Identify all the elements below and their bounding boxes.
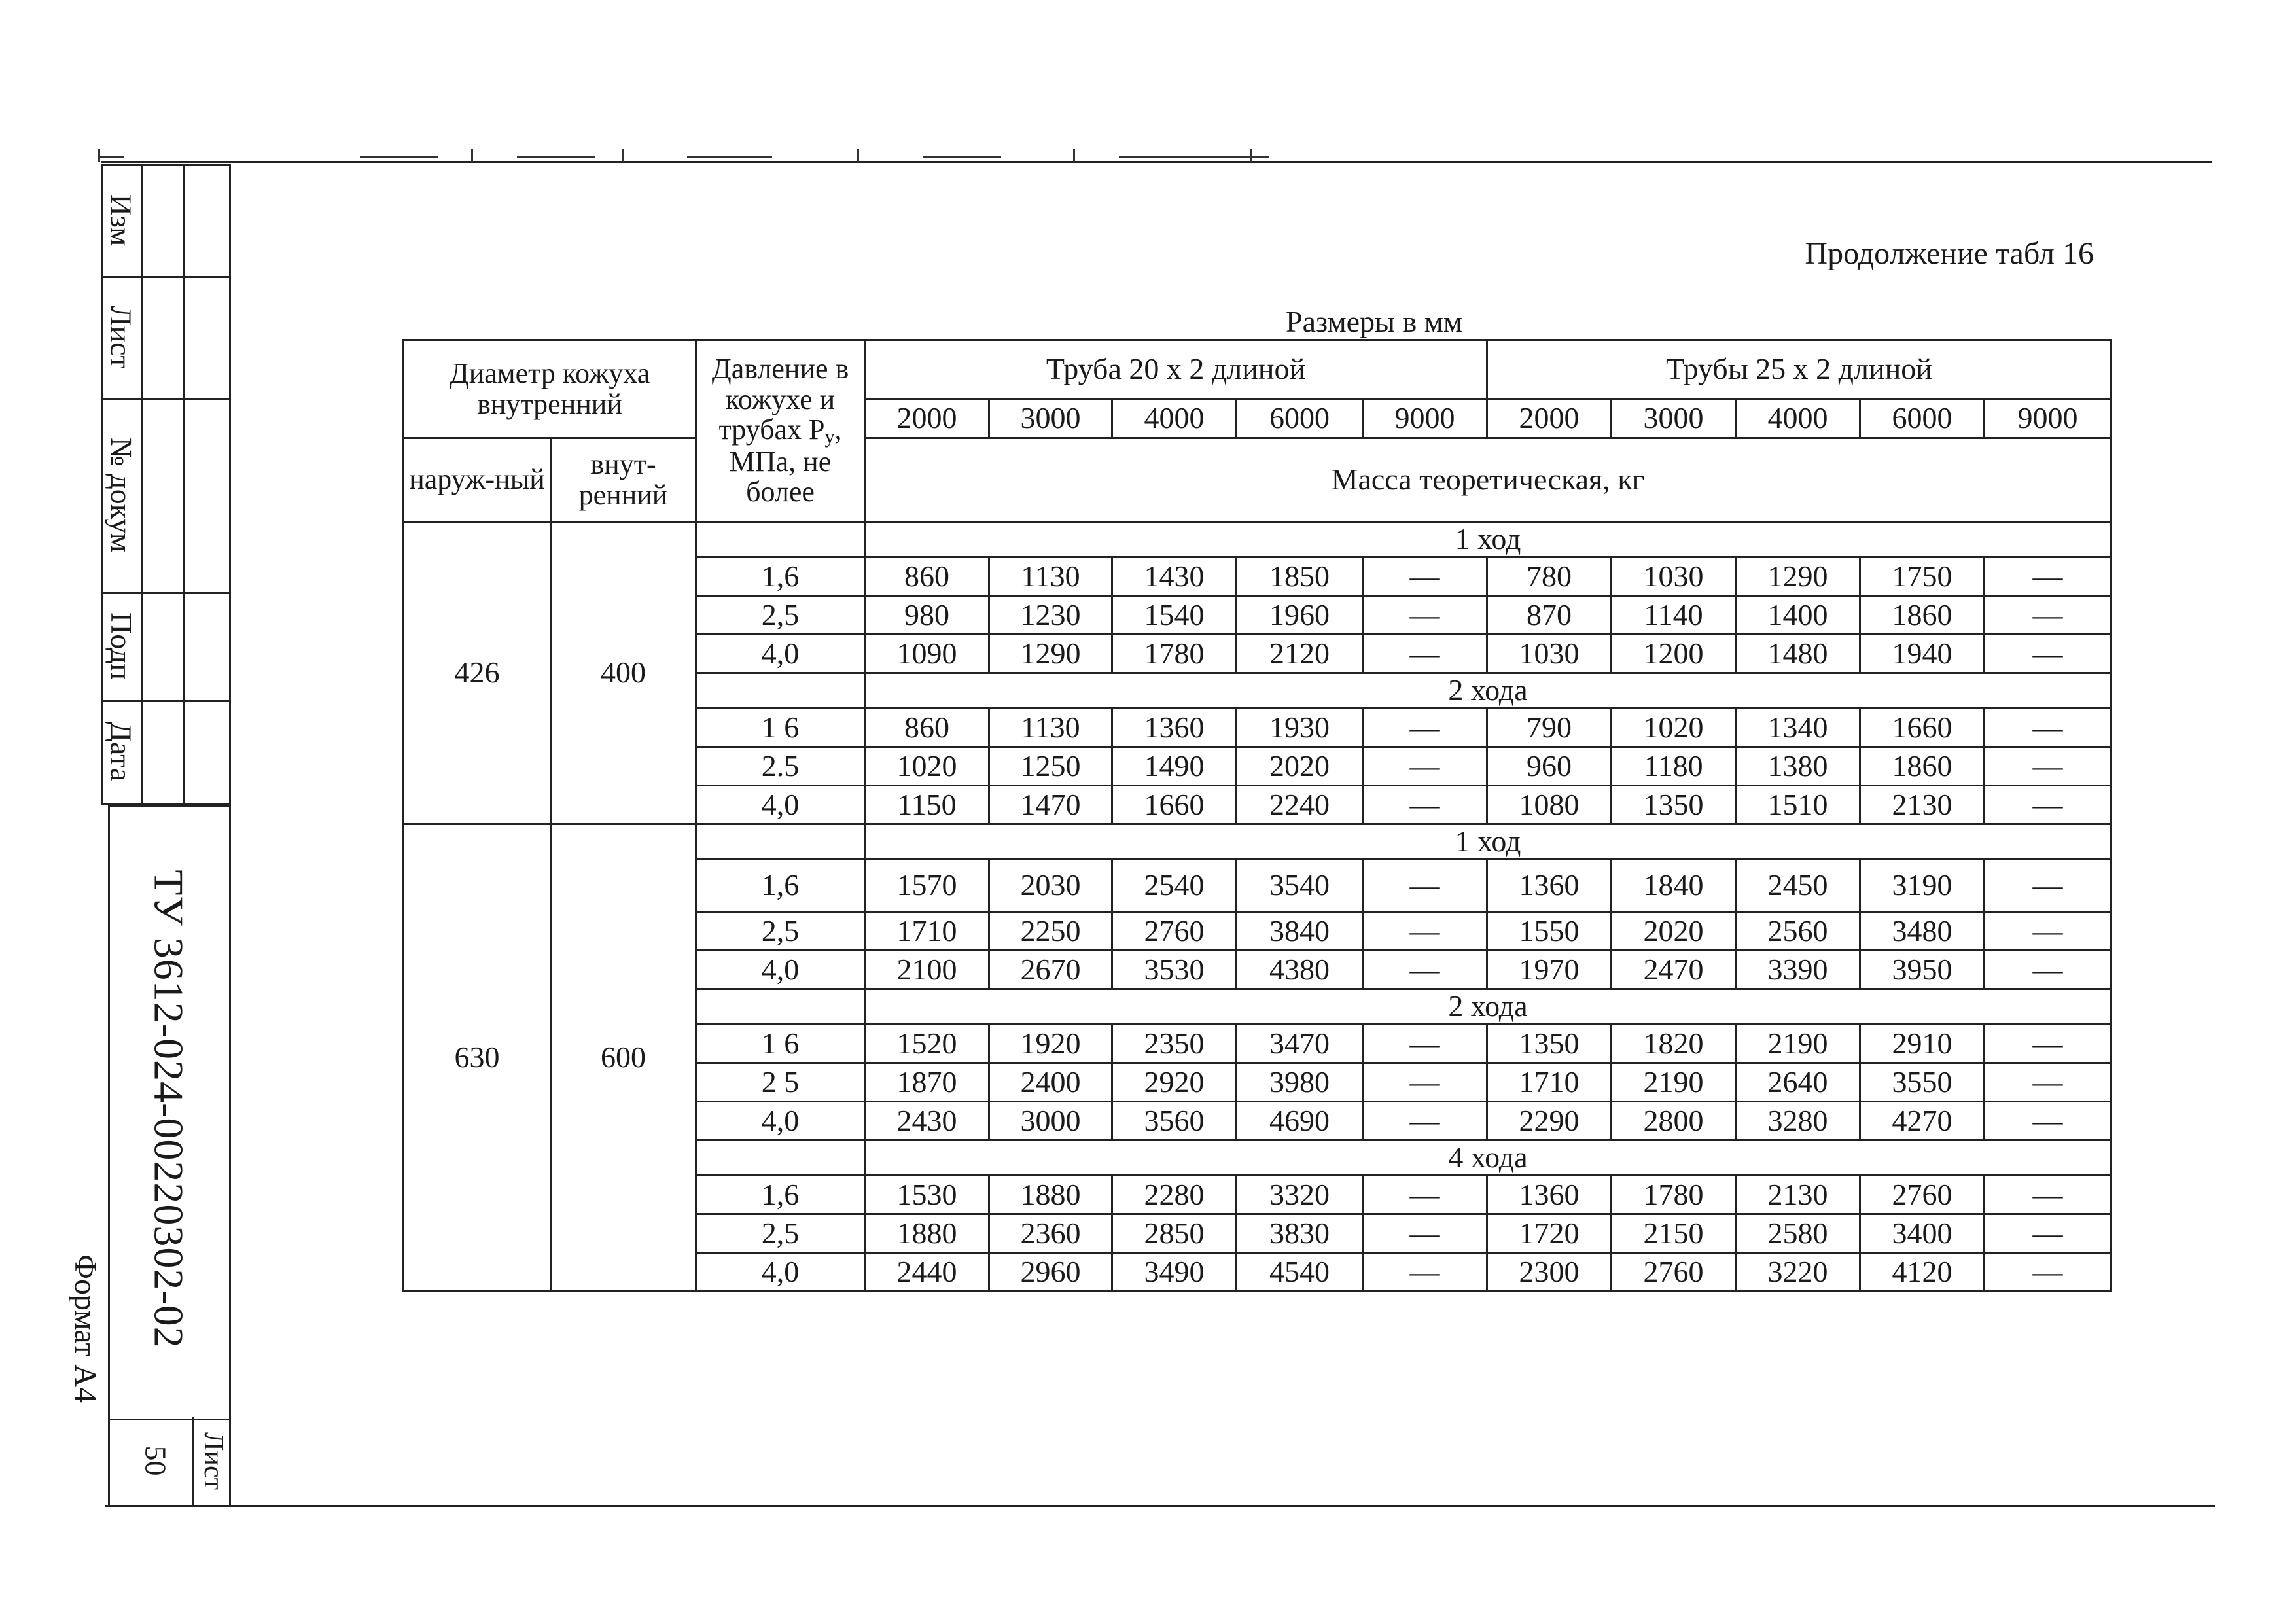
mass-value: 3530 bbox=[1112, 951, 1237, 989]
pressure-value: 2 5 bbox=[696, 1063, 865, 1102]
mass-value: — bbox=[1363, 709, 1487, 747]
pressure-value: 1 6 bbox=[696, 1025, 865, 1063]
mass-value: — bbox=[1363, 1102, 1487, 1140]
mass-value: 1130 bbox=[989, 557, 1112, 596]
mass-value: 3840 bbox=[1237, 912, 1363, 951]
mass-value: — bbox=[1985, 557, 2111, 596]
mass-value: 860 bbox=[865, 709, 989, 747]
mass-value: 3560 bbox=[1112, 1102, 1237, 1140]
mass-value: 1550 bbox=[1487, 912, 1612, 951]
pressure-blank-cell bbox=[696, 824, 865, 860]
mass-value: 2760 bbox=[1860, 1176, 1985, 1214]
sheet-box bbox=[108, 1417, 231, 1505]
mass-value: 1350 bbox=[1487, 1025, 1612, 1063]
mass-value: 1360 bbox=[1487, 1176, 1612, 1214]
frame-bottom-line bbox=[105, 1505, 2215, 1507]
mass-value: 3980 bbox=[1237, 1063, 1363, 1102]
pressure-header-text: Давление в кожухе и трубах bbox=[711, 353, 849, 446]
tube-group-1-header: Труба 20 х 2 длиной bbox=[865, 340, 1487, 399]
mass-value: 2430 bbox=[865, 1102, 989, 1140]
pass-count-title: 1 ход bbox=[865, 824, 2111, 860]
mass-value: — bbox=[1985, 1102, 2111, 1140]
mass-value: 980 bbox=[865, 596, 989, 635]
length-header: 9000 bbox=[1985, 399, 2111, 438]
mass-value: 1470 bbox=[989, 786, 1112, 824]
mass-value: 3190 bbox=[1860, 860, 1985, 912]
length-header: 3000 bbox=[1612, 399, 1736, 438]
mass-value: 1920 bbox=[989, 1025, 1112, 1063]
pressure-subscript: у bbox=[824, 425, 835, 448]
mass-value: 4690 bbox=[1237, 1102, 1363, 1140]
mass-value: 4120 bbox=[1860, 1253, 1985, 1292]
mass-value: 2020 bbox=[1237, 747, 1363, 786]
mass-value: 1360 bbox=[1487, 860, 1612, 912]
mass-table bbox=[402, 339, 2112, 1292]
mass-value: 2760 bbox=[1612, 1253, 1736, 1292]
mass-value: 2020 bbox=[1612, 912, 1736, 951]
pressure-value: 2.5 bbox=[696, 747, 865, 786]
table-continuation-caption: Продолжение табл 16 bbox=[1805, 236, 2094, 271]
pressure-value: 1,6 bbox=[696, 1176, 865, 1214]
mass-value: — bbox=[1985, 860, 2111, 912]
mass-value: 2580 bbox=[1736, 1214, 1860, 1253]
inner-diameter-value: 400 bbox=[551, 522, 696, 824]
section-title-row bbox=[404, 522, 2111, 557]
mass-value: 2450 bbox=[1736, 860, 1860, 912]
mass-value: 3550 bbox=[1860, 1063, 1985, 1102]
mass-value: 2540 bbox=[1112, 860, 1237, 912]
pressure-value: 1,6 bbox=[696, 557, 865, 596]
mass-value: 1530 bbox=[865, 1176, 989, 1214]
document-code: ТУ 3612-024-00220302-02 bbox=[145, 870, 192, 1349]
mass-value: 1030 bbox=[1612, 557, 1736, 596]
mass-value: 1870 bbox=[865, 1063, 989, 1102]
length-header: 9000 bbox=[1363, 399, 1487, 438]
mass-value: 1480 bbox=[1736, 635, 1860, 673]
mass-value: 2240 bbox=[1237, 786, 1363, 824]
length-header: 2000 bbox=[865, 399, 989, 438]
mass-value: — bbox=[1363, 596, 1487, 635]
diameter-header: Диаметр кожуха внутренний bbox=[404, 340, 696, 438]
pressure-unit: , МПа, не более bbox=[729, 413, 842, 508]
outer-diameter-value: 426 bbox=[404, 522, 551, 824]
mass-value: 2560 bbox=[1736, 912, 1860, 951]
mass-value: 2290 bbox=[1487, 1102, 1612, 1140]
mass-value: 1080 bbox=[1487, 786, 1612, 824]
mass-value: — bbox=[1363, 635, 1487, 673]
mass-value: 1820 bbox=[1612, 1025, 1736, 1063]
outer-diameter-value: 630 bbox=[404, 824, 551, 1292]
length-header: 4000 bbox=[1736, 399, 1860, 438]
mass-value: — bbox=[1363, 1214, 1487, 1253]
pressure-value: 1,6 bbox=[696, 860, 865, 912]
mass-value: 1340 bbox=[1736, 709, 1860, 747]
mass-value: 2130 bbox=[1860, 786, 1985, 824]
mass-value: 1200 bbox=[1612, 635, 1736, 673]
revision-stamp bbox=[101, 164, 229, 805]
mass-value: — bbox=[1363, 1025, 1487, 1063]
mass-value: 1860 bbox=[1860, 596, 1985, 635]
mass-value: — bbox=[1985, 1025, 2111, 1063]
mass-value: 3000 bbox=[989, 1102, 1112, 1140]
mass-value: 1720 bbox=[1487, 1214, 1612, 1253]
mass-value: 790 bbox=[1487, 709, 1612, 747]
mass-value: 2130 bbox=[1736, 1176, 1860, 1214]
mass-value: 2280 bbox=[1112, 1176, 1237, 1214]
stamp-label-date: Дата bbox=[104, 721, 138, 782]
mass-value: 1140 bbox=[1612, 596, 1736, 635]
stamp-label-izm: Изм bbox=[104, 194, 138, 246]
mass-value: 3320 bbox=[1237, 1176, 1363, 1214]
mass-value: 1510 bbox=[1736, 786, 1860, 824]
mass-value: 1880 bbox=[865, 1214, 989, 1253]
pressure-blank-cell bbox=[696, 989, 865, 1025]
mass-value: — bbox=[1363, 912, 1487, 951]
mass-value: 2850 bbox=[1112, 1214, 1237, 1253]
mass-value: 2440 bbox=[865, 1253, 989, 1292]
mass-value: 3220 bbox=[1736, 1253, 1860, 1292]
mass-value: 1840 bbox=[1612, 860, 1736, 912]
mass-value: 2800 bbox=[1612, 1102, 1736, 1140]
mass-value: 2030 bbox=[989, 860, 1112, 912]
tube-group-2-header: Трубы 25 х 2 длиной bbox=[1487, 340, 2111, 399]
mass-value: 1780 bbox=[1612, 1176, 1736, 1214]
mass-value: 2920 bbox=[1112, 1063, 1237, 1102]
mass-value: 1230 bbox=[989, 596, 1112, 635]
mass-value: — bbox=[1985, 747, 2111, 786]
mass-value: 1540 bbox=[1112, 596, 1237, 635]
length-header: 6000 bbox=[1860, 399, 1985, 438]
length-header: 6000 bbox=[1237, 399, 1363, 438]
mass-value: 2640 bbox=[1736, 1063, 1860, 1102]
mass-value: — bbox=[1985, 951, 2111, 989]
mass-value: 4380 bbox=[1237, 951, 1363, 989]
mass-value: 1020 bbox=[1612, 709, 1736, 747]
mass-value: 3480 bbox=[1860, 912, 1985, 951]
stamp-label-list: Лист bbox=[104, 305, 138, 369]
mass-value: 1250 bbox=[989, 747, 1112, 786]
mass-value: 3950 bbox=[1860, 951, 1985, 989]
mass-value: 1970 bbox=[1487, 951, 1612, 989]
stamp-label-signature: Подп bbox=[104, 612, 138, 680]
mass-value: 1030 bbox=[1487, 635, 1612, 673]
mass-value: 1350 bbox=[1612, 786, 1736, 824]
pressure-value: 4,0 bbox=[696, 1253, 865, 1292]
sheet-number: 50 bbox=[139, 1445, 173, 1476]
mass-value: 2300 bbox=[1487, 1253, 1612, 1292]
mass-value: 1150 bbox=[865, 786, 989, 824]
pressure-value: 4,0 bbox=[696, 786, 865, 824]
pressure-value: 2,5 bbox=[696, 1214, 865, 1253]
mass-value: 1930 bbox=[1237, 709, 1363, 747]
mass-value: 1290 bbox=[989, 635, 1112, 673]
mass-value: — bbox=[1363, 786, 1487, 824]
mass-value: 1020 bbox=[865, 747, 989, 786]
mass-value: 2670 bbox=[989, 951, 1112, 989]
units-note: Размеры в мм bbox=[1286, 305, 1462, 338]
mass-value: 2910 bbox=[1860, 1025, 1985, 1063]
mass-value: 3400 bbox=[1860, 1214, 1985, 1253]
mass-value: — bbox=[1985, 1063, 2111, 1102]
mass-value: 1430 bbox=[1112, 557, 1237, 596]
mass-value: 1710 bbox=[865, 912, 989, 951]
mass-value: — bbox=[1363, 557, 1487, 596]
mass-value: 2470 bbox=[1612, 951, 1736, 989]
mass-value: 3490 bbox=[1112, 1253, 1237, 1292]
length-header: 2000 bbox=[1487, 399, 1612, 438]
length-header: 4000 bbox=[1112, 399, 1237, 438]
mass-value: 1880 bbox=[989, 1176, 1112, 1214]
frame-top-marks bbox=[98, 149, 1309, 162]
sheet-label: Лист bbox=[198, 1432, 228, 1490]
mass-value: 1380 bbox=[1736, 747, 1860, 786]
mass-value: 2400 bbox=[989, 1063, 1112, 1102]
mass-value: 1570 bbox=[865, 860, 989, 912]
mass-value: — bbox=[1985, 596, 2111, 635]
mass-value: 3540 bbox=[1237, 860, 1363, 912]
length-header: 3000 bbox=[989, 399, 1112, 438]
pressure-symbol: P bbox=[809, 413, 825, 446]
mass-value: 2150 bbox=[1612, 1214, 1736, 1253]
mass-value: 1130 bbox=[989, 709, 1112, 747]
mass-header: Масса теоретическая, кг bbox=[865, 438, 2111, 522]
mass-value: 1180 bbox=[1612, 747, 1736, 786]
mass-value: — bbox=[1985, 786, 2111, 824]
mass-table-body bbox=[404, 340, 2111, 1292]
mass-value: 1850 bbox=[1237, 557, 1363, 596]
mass-value: — bbox=[1985, 912, 2111, 951]
mass-value: 3830 bbox=[1237, 1214, 1363, 1253]
mass-value: 2250 bbox=[989, 912, 1112, 951]
mass-value: 3470 bbox=[1237, 1025, 1363, 1063]
mass-value: 1090 bbox=[865, 635, 989, 673]
mass-value: — bbox=[1985, 635, 2111, 673]
pressure-blank-cell bbox=[696, 673, 865, 709]
mass-value: 1780 bbox=[1112, 635, 1237, 673]
pressure-blank-cell bbox=[696, 522, 865, 557]
format-label: Формат А4 bbox=[67, 1254, 103, 1403]
mass-value: — bbox=[1985, 1253, 2111, 1292]
pressure-value: 4,0 bbox=[696, 635, 865, 673]
mass-value: 2190 bbox=[1736, 1025, 1860, 1063]
pressure-value: 2,5 bbox=[696, 912, 865, 951]
pass-count-title: 4 хода bbox=[865, 1140, 2111, 1176]
mass-value: — bbox=[1363, 1063, 1487, 1102]
inner-diameter-value: 600 bbox=[551, 824, 696, 1292]
mass-value: — bbox=[1985, 1214, 2111, 1253]
mass-value: 1710 bbox=[1487, 1063, 1612, 1102]
pass-count-title: 1 ход bbox=[865, 522, 2111, 557]
stamp-label-doc-number: № докум bbox=[104, 438, 138, 552]
mass-value: — bbox=[1363, 1176, 1487, 1214]
mass-value: 2190 bbox=[1612, 1063, 1736, 1102]
mass-value: 1360 bbox=[1112, 709, 1237, 747]
mass-value: — bbox=[1363, 860, 1487, 912]
mass-value: 2760 bbox=[1112, 912, 1237, 951]
section-title-row bbox=[404, 824, 2111, 860]
mass-value: 2350 bbox=[1112, 1025, 1237, 1063]
mass-value: — bbox=[1363, 747, 1487, 786]
mass-value: 4540 bbox=[1237, 1253, 1363, 1292]
mass-value: 1660 bbox=[1112, 786, 1237, 824]
mass-value: 3280 bbox=[1736, 1102, 1860, 1140]
mass-value: 1940 bbox=[1860, 635, 1985, 673]
pressure-value: 4,0 bbox=[696, 951, 865, 989]
mass-value: 4270 bbox=[1860, 1102, 1985, 1140]
mass-value: 3390 bbox=[1736, 951, 1860, 989]
pressure-value: 4,0 bbox=[696, 1102, 865, 1140]
pass-count-title: 2 хода bbox=[865, 673, 2111, 709]
pass-count-title: 2 хода bbox=[865, 989, 2111, 1025]
mass-value: — bbox=[1985, 709, 2111, 747]
mass-value: 960 bbox=[1487, 747, 1612, 786]
mass-value: 860 bbox=[865, 557, 989, 596]
mass-value: 2120 bbox=[1237, 635, 1363, 673]
mass-value: 2960 bbox=[989, 1253, 1112, 1292]
mass-value: 1490 bbox=[1112, 747, 1237, 786]
mass-value: 2100 bbox=[865, 951, 989, 989]
mass-value: 870 bbox=[1487, 596, 1612, 635]
pressure-header bbox=[696, 340, 865, 522]
mass-value: 1960 bbox=[1237, 596, 1363, 635]
mass-value: — bbox=[1363, 951, 1487, 989]
mass-value: — bbox=[1985, 1176, 2111, 1214]
mass-value: 2360 bbox=[989, 1214, 1112, 1253]
mass-value: — bbox=[1363, 1253, 1487, 1292]
mass-value: 780 bbox=[1487, 557, 1612, 596]
mass-value: 1400 bbox=[1736, 596, 1860, 635]
outer-diameter-header: наруж-ный bbox=[404, 438, 551, 522]
mass-value: 1660 bbox=[1860, 709, 1985, 747]
mass-value: 1520 bbox=[865, 1025, 989, 1063]
mass-value: 1290 bbox=[1736, 557, 1860, 596]
pressure-blank-cell bbox=[696, 1140, 865, 1176]
mass-value: 1860 bbox=[1860, 747, 1985, 786]
mass-value: 1750 bbox=[1860, 557, 1985, 596]
pressure-value: 2,5 bbox=[696, 596, 865, 635]
pressure-value: 1 6 bbox=[696, 709, 865, 747]
inner-diameter-header: внут-ренний bbox=[551, 438, 696, 522]
